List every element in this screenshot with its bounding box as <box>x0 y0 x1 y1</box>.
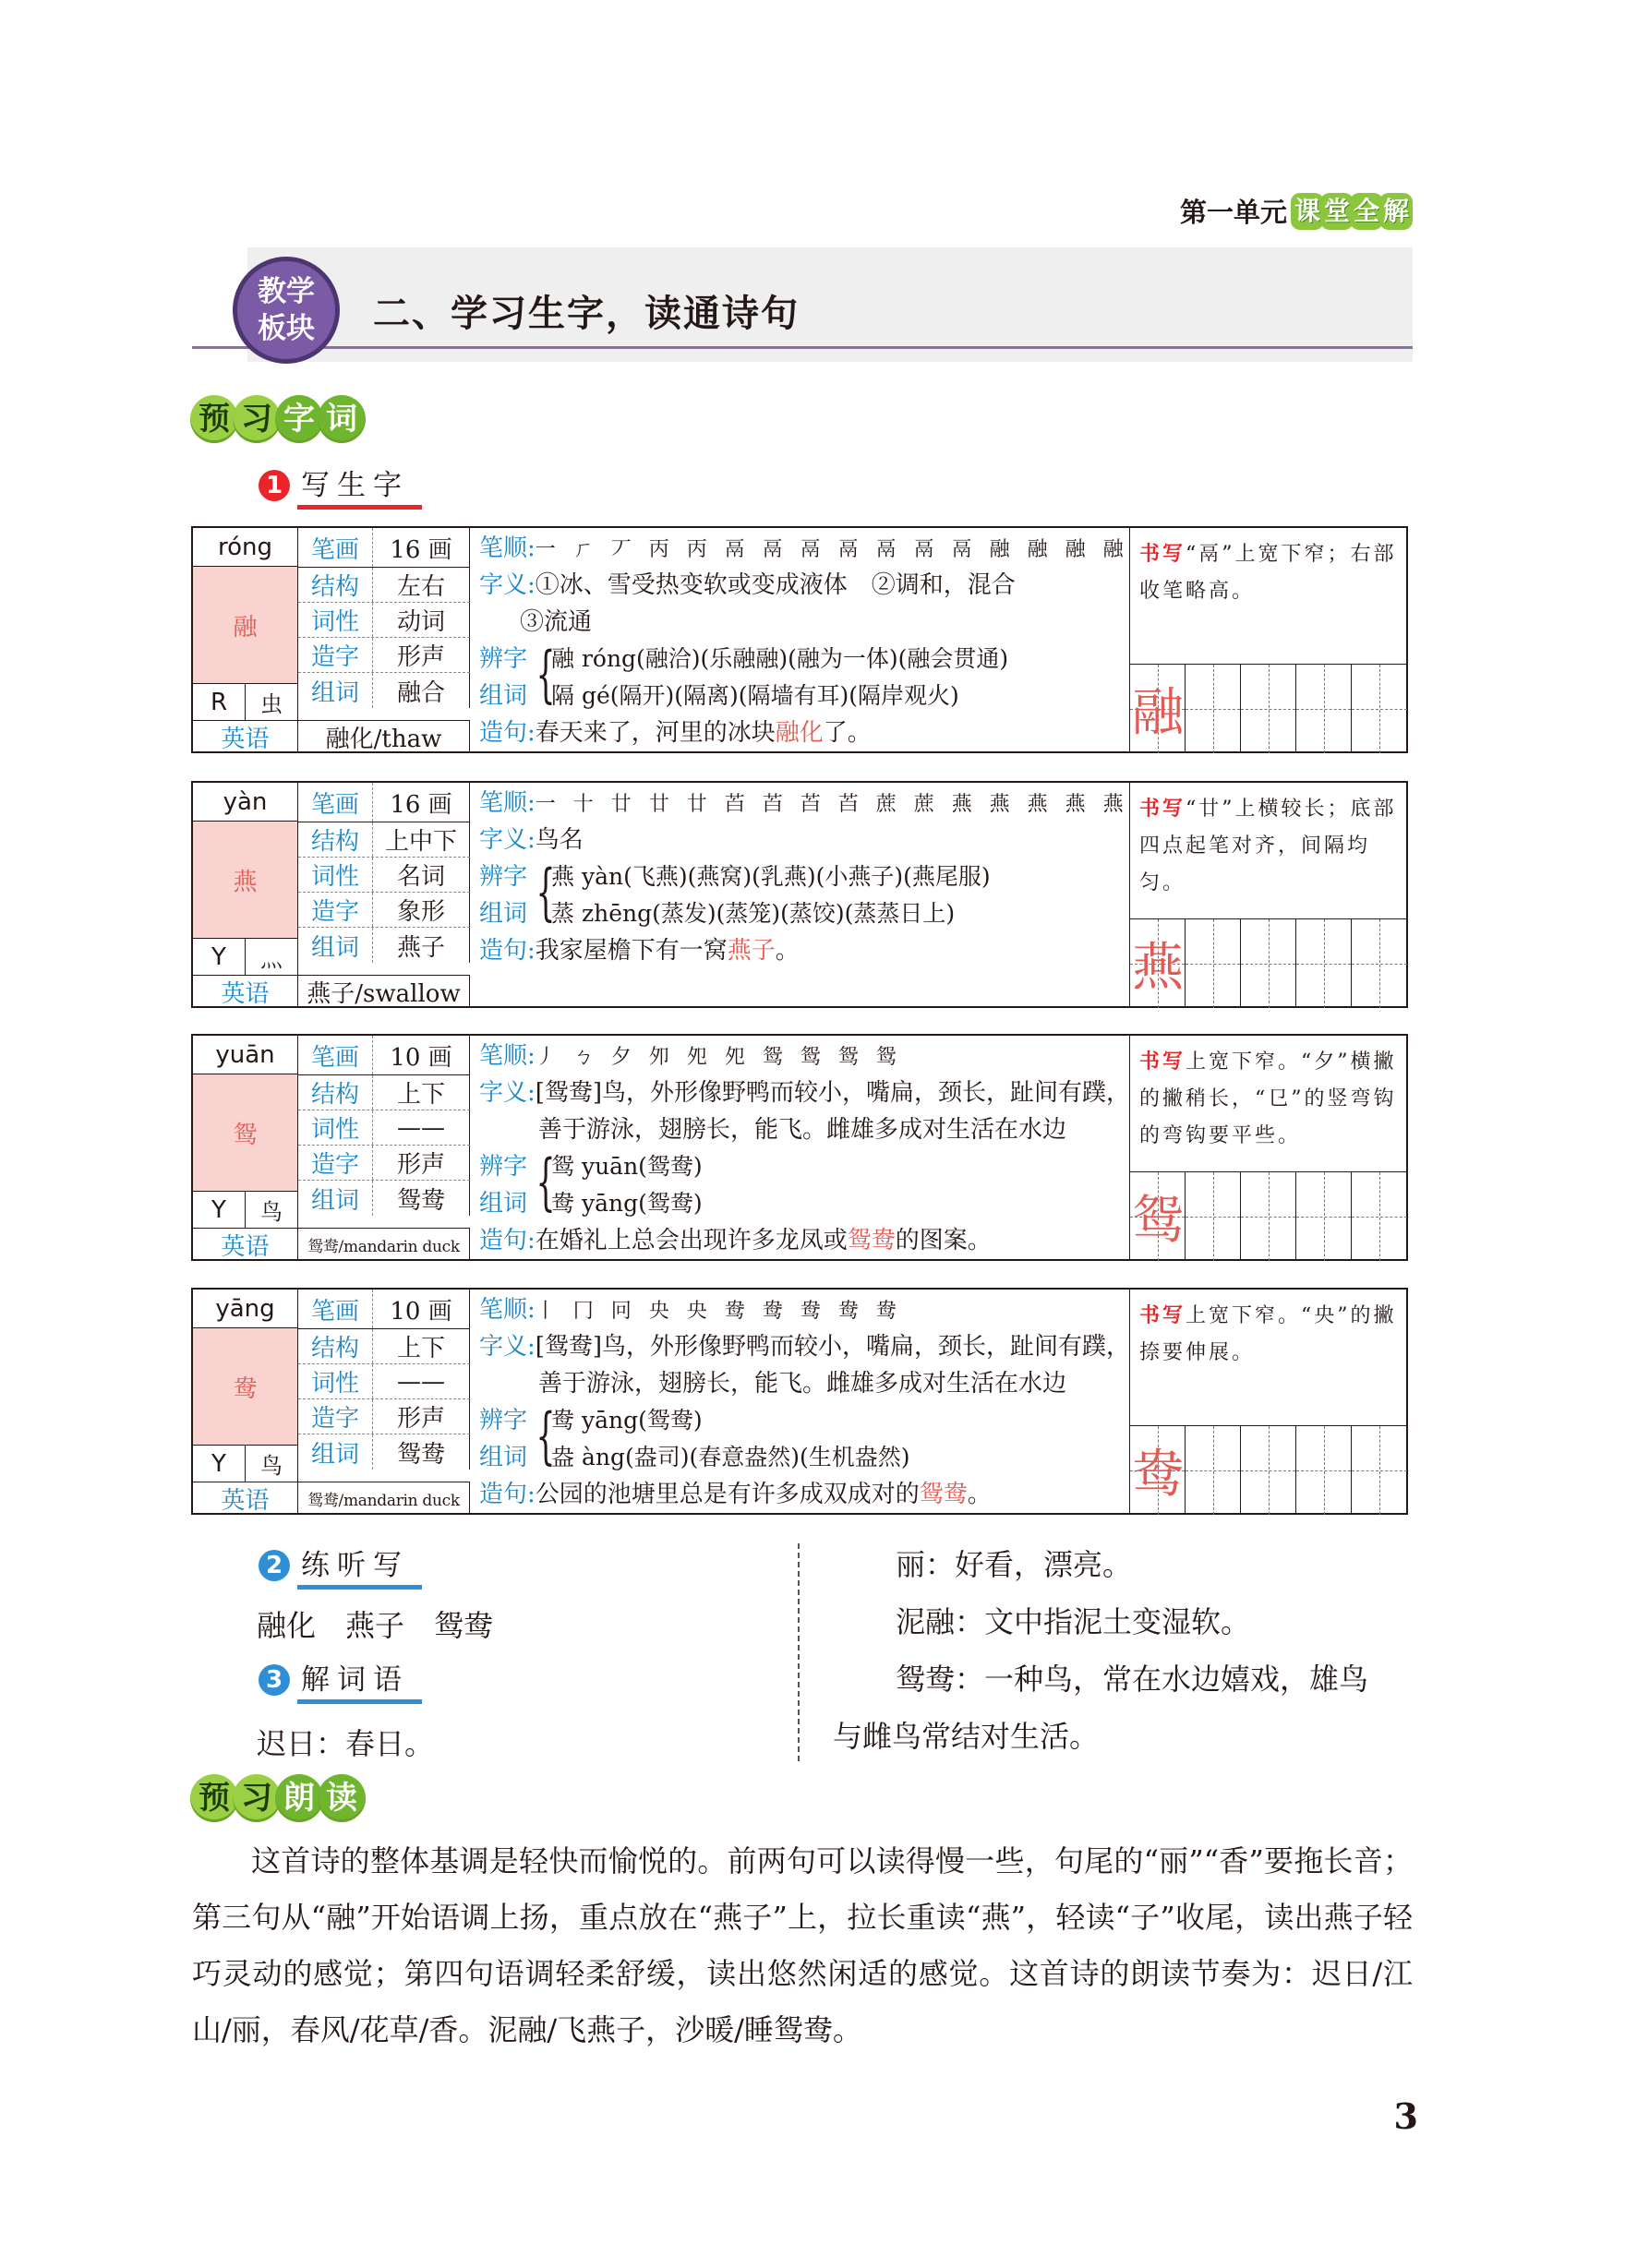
meta-value: 名词 <box>373 858 470 892</box>
bianzi-line: 鸯 yāng(鸳鸯) <box>551 1190 703 1217</box>
meta-row-formation <box>298 1399 470 1434</box>
section-band <box>192 247 1413 377</box>
practice-grid <box>1130 919 1408 1008</box>
meta-row-structure <box>298 568 470 603</box>
practice-box[interactable] <box>1296 1426 1352 1515</box>
meta-key: 结构 <box>298 822 373 857</box>
row-key: 笔顺: <box>479 534 536 562</box>
meta-row-strokes <box>298 528 470 568</box>
row-key: 字义: <box>479 571 536 599</box>
meta-value: 鸳鸯 <box>373 1181 470 1216</box>
brace-glyph: { <box>536 857 556 928</box>
meaning-row-cont: 善于游泳，翅膀长，能飞。雌雄多成对生活在水边 <box>538 1116 1067 1144</box>
radical: 灬 <box>260 946 283 972</box>
sentence-text: 了。 <box>823 719 872 747</box>
sentence-text: 。 <box>967 1481 992 1508</box>
practice-grid <box>1130 1172 1408 1261</box>
stroke-order-row <box>479 530 1129 567</box>
writing-note <box>1130 528 1408 665</box>
char-details <box>470 1036 1130 1261</box>
subhead-label: 练听写 <box>297 1542 422 1590</box>
row-key: 组词 <box>479 1444 528 1471</box>
row-key: 辨字 <box>479 1153 528 1181</box>
meta-value: —— <box>373 1110 470 1145</box>
band-underline <box>192 346 1413 349</box>
meta-key: 词性 <box>298 1110 373 1145</box>
write-note-text: “鬲”上宽下窄；右部收笔略高。 <box>1139 543 1397 603</box>
subhead-label: 写生字 <box>297 462 422 510</box>
meta-grid <box>298 528 470 720</box>
sentence-text: 在婚礼上总会出现许多龙凤或 <box>535 1227 848 1254</box>
writing-area <box>1130 1036 1408 1261</box>
row-key: 字义: <box>479 826 536 854</box>
meta-key: 造字 <box>298 893 373 927</box>
brace-glyph: { <box>536 1400 556 1471</box>
meta-value: 左右 <box>373 568 470 602</box>
radical-row <box>193 1445 298 1482</box>
bianzi-block <box>479 641 1120 714</box>
meta-value: 燕子 <box>373 928 470 963</box>
subhead-explain <box>259 1656 422 1704</box>
row-key: 造句: <box>479 937 536 965</box>
meta-key: 词性 <box>298 1364 373 1398</box>
meta-key: 造字 <box>298 1146 373 1180</box>
bianzi-line: 蒸 zhēng(蒸发)(蒸笼)(蒸饺)(蒸蒸日上) <box>551 900 956 927</box>
radical-row <box>193 683 298 720</box>
writing-area <box>1130 783 1408 1008</box>
practice-box[interactable] <box>1186 665 1241 753</box>
meta-row-pos <box>298 603 470 638</box>
meta-key: 结构 <box>298 568 373 602</box>
stroke-sequence: 丿 ㄅ 夕 夘 夗 夗 鸳 鸳 鸳 鸳 <box>535 1046 902 1069</box>
row-key: 造句: <box>479 719 536 747</box>
practice-box[interactable] <box>1241 665 1296 753</box>
bianzi-line: 鸯 yāng(鸳鸯) <box>551 1407 703 1434</box>
stroke-order-row <box>479 1038 1120 1074</box>
big-character: 鸳 <box>193 1074 298 1191</box>
meta-row-structure <box>298 1329 470 1364</box>
char-details <box>470 528 1130 753</box>
meta-value: 象形 <box>373 893 470 927</box>
row-key: 造句: <box>479 1227 536 1254</box>
radical: 鸟 <box>260 1453 283 1479</box>
meta-key: 笔画 <box>298 783 373 822</box>
meaning-row-cont: 善于游泳，翅膀长，能飞。雌雄多成对生活在水边 <box>538 1370 1067 1398</box>
radical-letter: Y <box>193 1446 246 1482</box>
sentence-text: 的图案。 <box>895 1227 992 1254</box>
brace-glyph: { <box>536 639 556 710</box>
meta-key: 笔画 <box>298 1290 373 1328</box>
bianzi-line: 鸳 yuān(鸳鸯) <box>551 1153 703 1180</box>
meta-value: 10 画 <box>373 1036 470 1074</box>
row-key: 组词 <box>479 682 528 710</box>
row-key: 辨字 <box>479 1407 528 1434</box>
meaning-row <box>479 567 1120 604</box>
meta-row-pos <box>298 1110 470 1146</box>
meaning-text: 鸟名 <box>535 826 584 854</box>
dictation-words: 融化 燕子 鸳鸯 <box>257 1608 494 1643</box>
tag-char: 课 <box>1291 193 1324 230</box>
practice-box[interactable] <box>1352 919 1407 1008</box>
meta-row-pos <box>298 1364 470 1399</box>
explain-item: 丽：好看，漂亮。 <box>896 1547 1133 1582</box>
practice-box[interactable] <box>1352 1172 1407 1261</box>
page-number: 3 <box>1393 2095 1418 2137</box>
subhead-dictation <box>259 1542 422 1590</box>
char-details <box>470 783 1130 1008</box>
meta-row-strokes <box>298 783 470 822</box>
stroke-order-row <box>479 785 1129 822</box>
meta-row-compound <box>298 673 470 708</box>
stroke-sequence: 一 十 廿 廿 廿 苩 苩 苩 苩 蔗 蔗 燕 燕 燕 燕 燕 <box>535 793 1129 816</box>
meaning-text: [鸳鸯]鸟，外形像野鸭而较小，嘴扁，颈长，趾间有蹼， <box>535 1079 1131 1107</box>
meta-row-compound <box>298 1181 470 1216</box>
sentence-highlight: 鸳鸯 <box>847 1227 896 1254</box>
explain-item: 与雌鸟常结对生活。 <box>833 1719 1100 1754</box>
meaning-row <box>479 822 1120 858</box>
practice-box <box>1130 1172 1186 1261</box>
sentence-highlight: 燕子 <box>727 937 776 965</box>
char-pinyin: yuān <box>193 1036 298 1074</box>
write-key: 书写 <box>1139 1303 1186 1327</box>
meta-key: 组词 <box>298 1434 373 1470</box>
subhead-number: 3 <box>259 1664 290 1696</box>
subhead-number: 2 <box>259 1550 290 1581</box>
sentence-text: 。 <box>775 937 800 965</box>
badge-line: 教学 <box>258 275 315 308</box>
stroke-sequence: 一 ㄏ 丆 丙 丙 鬲 鬲 鬲 鬲 鬲 鬲 鬲 融 融 融 融 <box>535 538 1129 561</box>
meaning-row <box>479 1328 1131 1365</box>
meta-key: 结构 <box>298 1329 373 1363</box>
title-char: 朗 <box>275 1774 323 1822</box>
class-tag <box>1294 193 1413 230</box>
row-key: 组词 <box>479 1190 528 1218</box>
char-pinyin: yàn <box>193 783 298 822</box>
row-key: 辨字 <box>479 863 528 891</box>
meta-row-formation <box>298 1146 470 1181</box>
meta-key: 笔画 <box>298 528 373 567</box>
writing-note <box>1130 1290 1408 1426</box>
sentence-highlight: 融化 <box>775 719 824 747</box>
section-title: 二、学习生字，读通诗句 <box>373 293 800 335</box>
meta-value: 上下 <box>373 1075 470 1110</box>
sentence-row <box>479 932 1120 969</box>
meta-key: 结构 <box>298 1075 373 1110</box>
meta-value: 10 画 <box>373 1290 470 1328</box>
practice-box[interactable] <box>1241 1426 1296 1515</box>
bianzi-block <box>479 858 1120 932</box>
char-card <box>191 1288 1408 1515</box>
meta-value: 融合 <box>373 673 470 708</box>
char-pinyin: yāng <box>193 1290 298 1328</box>
write-key: 书写 <box>1139 797 1186 821</box>
english-label: 英语 <box>193 720 298 753</box>
big-character: 融 <box>193 567 298 683</box>
unit-label: 第一单元 <box>1179 197 1287 228</box>
meta-key: 组词 <box>298 673 373 708</box>
row-key: 组词 <box>479 900 528 928</box>
reading-paragraph: 这首诗的整体基调是轻快而愉悦的。前两句可以读得慢一些，句尾的“丽”“香”要拖长音；第三句从“融”开始语调上扬，重点放在“燕子”上，拉长重读“燕”，轻读“子”收尾，读出燕子轻巧灵动的感觉；第四句语调轻柔舒缓，读出悠然闲适的感觉。这首诗的朗读节奏为：迟日/江山/丽，春风/花草/香。泥融/飞燕子，沙暖/睡鸳鸯。 <box>192 1843 1413 2047</box>
practice-box[interactable] <box>1352 1426 1407 1515</box>
writing-area <box>1130 1290 1408 1515</box>
practice-box[interactable] <box>1186 919 1241 1008</box>
sample-character: 融 <box>1132 683 1184 743</box>
meaning-text: [鸳鸯]鸟，外形像野鸭而较小，嘴扁，颈长，趾间有蹼， <box>535 1333 1131 1361</box>
radical: 鸟 <box>260 1199 283 1225</box>
stroke-sequence: 丨 冂 冋 央 央 鸯 鸯 鸯 鸯 鸯 <box>535 1300 902 1323</box>
meta-value: 16 画 <box>373 783 470 822</box>
radical-row <box>193 1191 298 1228</box>
sentence-row <box>479 1476 1120 1513</box>
row-key: 字义: <box>479 1333 536 1361</box>
meta-value: 16 画 <box>373 528 470 567</box>
meaning-row-cont: ③流通 <box>520 608 593 636</box>
practice-box[interactable] <box>1241 919 1296 1008</box>
bianzi-block <box>479 1148 1120 1222</box>
meta-key: 组词 <box>298 928 373 963</box>
radical-letter: R <box>193 684 246 720</box>
radical-letter: Y <box>193 1192 246 1228</box>
char-details <box>470 1290 1130 1515</box>
bianzi-line: 隔 gé(隔开)(隔离)(隔墙有耳)(隔岸观火) <box>551 682 959 709</box>
english-value: 鸳鸯/mandarin duck <box>298 1482 470 1515</box>
stroke-order-row <box>479 1291 1120 1328</box>
meta-key: 造字 <box>298 638 373 672</box>
sentence-highlight: 鸳鸯 <box>919 1481 968 1508</box>
bianzi-block <box>479 1402 1120 1476</box>
tag-char: 全 <box>1350 193 1383 230</box>
english-value: 燕子/swallow <box>298 975 470 1008</box>
row-key: 笔顺: <box>479 1296 536 1324</box>
practice-box <box>1130 1426 1186 1515</box>
english-value: 鸳鸯/mandarin duck <box>298 1228 470 1261</box>
writing-note <box>1130 1036 1408 1172</box>
sentence-row <box>479 714 1120 751</box>
brace-glyph: { <box>536 1146 556 1218</box>
meta-value: 形声 <box>373 1146 470 1180</box>
write-key: 书写 <box>1139 1050 1186 1074</box>
practice-box[interactable] <box>1186 1172 1241 1261</box>
title-char: 预 <box>190 1774 238 1822</box>
meta-value: 上中下 <box>373 822 470 857</box>
sample-character: 鸯 <box>1132 1445 1184 1505</box>
running-header <box>1180 192 1413 230</box>
practice-box[interactable] <box>1296 919 1352 1008</box>
bianzi-line: 燕 yàn(飞燕)(燕窝)(乳燕)(小燕子)(燕尾服) <box>551 863 991 890</box>
meta-key: 词性 <box>298 858 373 892</box>
meta-grid <box>298 1036 470 1228</box>
sentence-text: 我家屋檐下有一窝 <box>535 937 728 965</box>
bianzi-line: 融 róng(融洽)(乐融融)(融为一体)(融会贯通) <box>551 645 1009 672</box>
title-char: 习 <box>233 1774 281 1822</box>
big-character: 燕 <box>193 822 298 938</box>
row-key: 造句: <box>479 1481 536 1508</box>
practice-box[interactable] <box>1296 665 1352 753</box>
row-key: 字义: <box>479 1079 536 1107</box>
meta-value: 形声 <box>373 638 470 672</box>
meta-key: 造字 <box>298 1399 373 1434</box>
sentence-text: 公园的池塘里总是有许多成双成对的 <box>535 1481 920 1508</box>
title-char: 词 <box>318 395 366 443</box>
meta-row-compound <box>298 928 470 963</box>
practice-box <box>1130 665 1186 753</box>
meta-value: 鸳鸯 <box>373 1434 470 1470</box>
english-value: 融化/thaw <box>298 720 470 753</box>
meta-row-structure <box>298 822 470 858</box>
meta-value: 上下 <box>373 1329 470 1363</box>
meta-row-compound <box>298 1434 470 1470</box>
meta-row-formation <box>298 893 470 928</box>
meta-row-structure <box>298 1075 470 1110</box>
title-char: 预 <box>190 395 238 443</box>
meta-value: —— <box>373 1364 470 1398</box>
meta-key: 组词 <box>298 1181 373 1216</box>
teaching-badge <box>233 257 340 364</box>
explain-item: 泥融：文中指泥土变湿软。 <box>896 1604 1251 1639</box>
meta-key: 词性 <box>298 603 373 637</box>
char-card <box>191 526 1408 753</box>
write-note-text: 上宽下窄。“央”的撇捺要伸展。 <box>1139 1304 1397 1364</box>
english-label: 英语 <box>193 975 298 1008</box>
english-label: 英语 <box>193 1228 298 1261</box>
char-pinyin: róng <box>193 528 298 567</box>
title-char: 字 <box>275 395 323 443</box>
meta-value: 动词 <box>373 603 470 637</box>
write-note-text: 上宽下窄。“夕”横撇的撇稍长，“㔾”的竖弯钩的弯钩要平些。 <box>1139 1050 1397 1147</box>
radical-row <box>193 938 298 975</box>
row-key: 辨字 <box>479 645 528 673</box>
subhead-write-chars <box>259 462 422 510</box>
title-char: 习 <box>233 395 281 443</box>
explain-item: 鸳鸯：一种鸟，常在水边嬉戏，雄鸟 <box>896 1662 1369 1697</box>
tag-char: 解 <box>1379 193 1413 230</box>
english-label: 英语 <box>193 1482 298 1515</box>
write-key: 书写 <box>1139 542 1186 566</box>
radical: 虫 <box>260 691 283 717</box>
practice-box[interactable] <box>1186 1426 1241 1515</box>
meta-row-strokes <box>298 1036 470 1075</box>
practice-box <box>1130 919 1186 1008</box>
meaning-text: ①冰、雪受热变软或变成液体 ②调和，混合 <box>535 571 1016 599</box>
sample-character: 燕 <box>1132 938 1184 998</box>
column-divider <box>798 1543 800 1761</box>
big-character: 鸯 <box>193 1328 298 1445</box>
badge-line: 板块 <box>258 312 315 345</box>
write-note-text: “廿”上横较长；底部四点起笔对齐，间隔均匀。 <box>1139 798 1397 894</box>
practice-grid <box>1130 1426 1408 1515</box>
writing-area <box>1130 528 1408 753</box>
practice-grid <box>1130 665 1408 753</box>
meta-row-pos <box>298 858 470 893</box>
char-card <box>191 781 1408 1008</box>
row-key: 笔顺: <box>479 789 536 817</box>
meta-value: 形声 <box>373 1399 470 1434</box>
sentence-row <box>479 1222 1120 1259</box>
preview-words-title <box>190 395 360 443</box>
meta-row-strokes <box>298 1290 470 1329</box>
practice-box[interactable] <box>1296 1172 1352 1261</box>
meta-row-formation <box>298 638 470 673</box>
char-card <box>191 1034 1408 1261</box>
title-char: 读 <box>318 1774 366 1822</box>
meta-grid <box>298 783 470 975</box>
practice-box[interactable] <box>1352 665 1407 753</box>
bianzi-line: 盎 àng(盎司)(春意盎然)(生机盎然) <box>551 1444 910 1470</box>
meta-grid <box>298 1290 470 1482</box>
row-key: 笔顺: <box>479 1042 536 1070</box>
subhead-label: 解词语 <box>297 1656 422 1704</box>
meta-key: 笔画 <box>298 1036 373 1074</box>
writing-note <box>1130 783 1408 919</box>
preview-reading-title <box>190 1774 360 1822</box>
sentence-text: 春天来了，河里的冰块 <box>535 719 776 747</box>
meaning-row <box>479 1074 1131 1111</box>
tag-char: 堂 <box>1320 193 1354 230</box>
practice-box[interactable] <box>1241 1172 1296 1261</box>
explain-item: 迟日：春日。 <box>257 1726 435 1761</box>
sample-character: 鸳 <box>1132 1191 1184 1251</box>
radical-letter: Y <box>193 939 246 975</box>
subhead-number: 1 <box>259 470 290 501</box>
